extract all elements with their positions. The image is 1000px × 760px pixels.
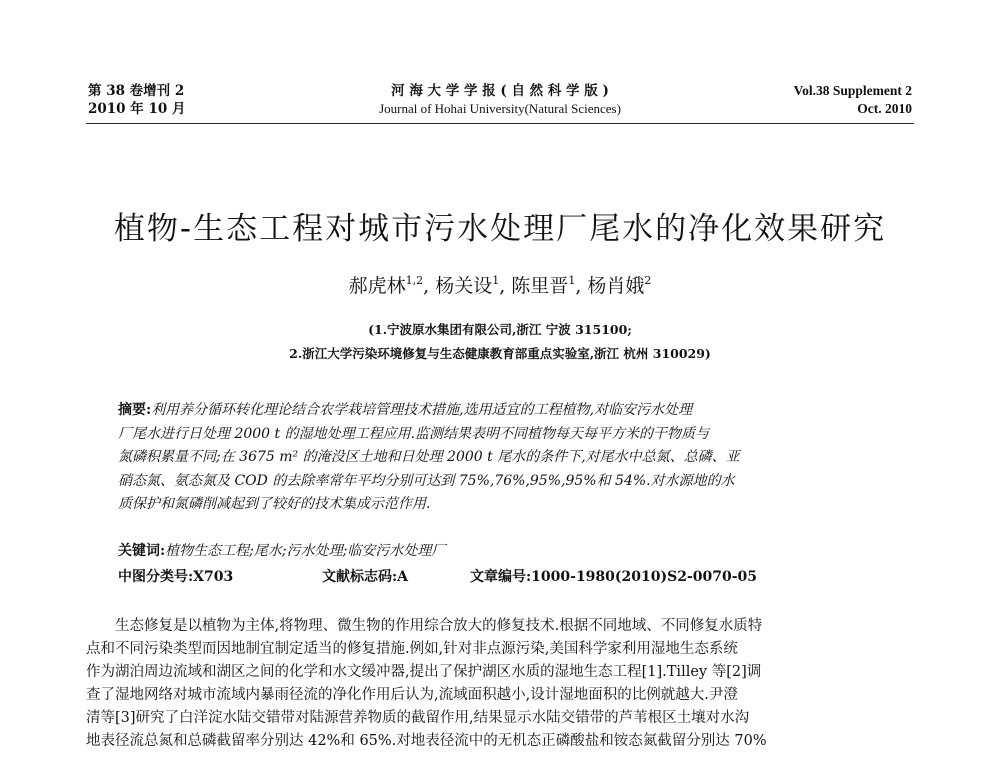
body-line: 清等[3]研究了白洋淀水陆交错带对陆源营养物质的截留作用,结果显示水陆交错带的芦苇根区土壤对水沟 (86, 710, 750, 726)
keywords-label: 关键词: (118, 543, 166, 559)
author-name: 杨关设 (435, 275, 493, 297)
journal-volume-info-english (794, 82, 912, 118)
abstract-line: 氮磷积累量不同;在 3675 m² 的淹没区土地和日处理 2000 t 尾水的条件下,对尾水中总氮、总磷、亚 (118, 449, 740, 465)
author-affiliation-mark: 1 (492, 274, 500, 287)
body-line: 地表径流总氮和总磷截留率分别达 42%和 65%.对地表径流中的无机态正磷酸盐和铵态氮截留分别达 70% (86, 733, 767, 749)
author-affiliation-mark: 1,2 (405, 274, 424, 287)
article-number: 文章编号:1000-1980(2010)S2-0070-05 (470, 569, 758, 585)
journal-name-chinese: 河 海 大 学 学 报 ( 自 然 科 学 版 ) (391, 83, 609, 99)
body-text (86, 615, 916, 753)
author-affiliation-mark: 1 (568, 274, 576, 287)
affiliation-2: 2.浙江大学污染环境修复与生态健康教育部重点实验室,浙江 杭州 310029) (289, 346, 711, 361)
keywords-text: 植物生态工程;尾水;污水处理;临安污水处理厂 (165, 543, 446, 559)
author-affiliation-mark: 2 (644, 274, 652, 287)
abstract-label: 摘要: (118, 402, 152, 418)
volume-issue: 第 38 卷增刊 2 (88, 83, 185, 99)
document-code: 文献标志码:A (322, 569, 409, 585)
journal-name-english: Journal of Hohai University(Natural Sciences) (379, 101, 621, 116)
author-name: 郝虎林 (348, 275, 406, 297)
date-english: Oct. 2010 (857, 101, 912, 116)
abstract-line: 硝态氮、氨态氮及 COD 的去除率常年平均分别可达到 75%,76%,95%,95%和 54%.对水源地的水 (118, 472, 735, 489)
abstract (118, 399, 884, 517)
body-line: 点和不同污染类型而因地制宜制定适当的修复措施.例如,针对非点源污染,美国科学家利用湿地生态系统 (86, 641, 738, 657)
author-name: 杨肖娥 (587, 275, 645, 297)
clc-number: 中图分类号:X703 (118, 569, 234, 585)
author-name: 陈里晋 (511, 275, 569, 297)
body-line: 生态修复是以植物为主体,将物理、微生物的作用综合放大的修复技术.根据不同地域、不同修复水质特 (115, 618, 763, 634)
volume-english: Vol.38 Supplement 2 (793, 83, 912, 98)
abstract-line: 厂尾水进行日处理 2000 t 的湿地处理工程应用.监测结果表明不同植物每天每平方米的干物质与 (118, 425, 710, 442)
publication-date: 2010 年 10 月 (88, 101, 186, 117)
paper-title: 植物-生态工程对城市污水处理厂尾水的净化效果研究 (113, 211, 887, 247)
author-separator: , (499, 275, 506, 297)
body-line: 作为湖泊周边流域和湖区之间的化学和水文缓冲器,提出了保护湖区水质的湿地生态工程[1].Tilley 等[2]调 (86, 664, 762, 680)
affiliation-1: (1.宁波原水集团有限公司,浙江 宁波 315100; (368, 322, 632, 337)
author-separator: , (575, 275, 582, 297)
author-separator: , (423, 275, 430, 297)
abstract-line: 质保护和氮磷削减起到了较好的技术集成示范作用. (118, 496, 431, 512)
abstract-text: 利用养分循环转化理论结合农学栽培管理技术措施,选用适宜的工程植物,对临安污水处理 (151, 402, 693, 418)
header-rule (86, 123, 914, 124)
abstract-line (118, 399, 884, 423)
keywords (118, 540, 445, 560)
body-line: 查了湿地网络对城市流域内暴雨径流的净化作用后认为,流域面积越小,设计湿地面积的比例就越大.尹澄 (86, 687, 738, 703)
author-list (0, 271, 1000, 298)
